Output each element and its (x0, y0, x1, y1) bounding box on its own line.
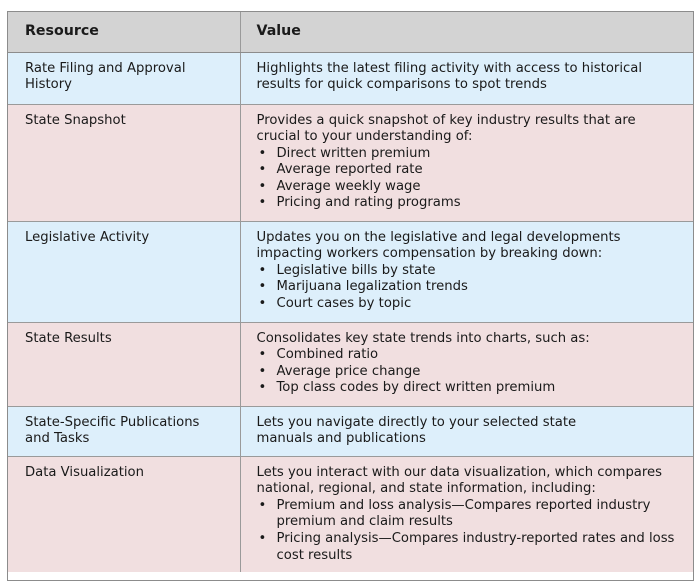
list-item: • Top class codes by direct written premium (257, 380, 684, 397)
value-cell (240, 406, 693, 456)
list-item: • Pricing and rating programs (257, 195, 684, 212)
table-row (8, 456, 693, 572)
value-text: Updates you on the legislative and legal developments impacting workers compensation by breaking down: (256, 229, 621, 262)
resource-cell: State Results (8, 322, 240, 406)
list-item: • Marijuana legalization trends (257, 279, 684, 296)
bullet-list (257, 146, 684, 212)
header-value: Value (240, 12, 693, 52)
resource-cell: State Snapshot (8, 104, 240, 221)
bullet-list (257, 347, 684, 397)
value-cell (240, 456, 693, 572)
list-item: • Average weekly wage (257, 179, 684, 196)
resource-cell: Rate Filing and Approval History (8, 52, 240, 104)
bullet-list (257, 498, 684, 564)
list-item: • Legislative bills by state (257, 263, 684, 280)
value-text: Provides a quick snapshot of key industry results that are crucial to your understanding of: (256, 112, 636, 145)
value-cell (240, 221, 693, 322)
resource-table (8, 12, 693, 572)
resource-cell (8, 406, 240, 456)
value-text: Consolidates key state trends into charts, such as: (256, 330, 590, 346)
table-row (8, 221, 693, 322)
value-cell (240, 52, 693, 104)
table-header-row (8, 12, 693, 52)
resource-cell: Data Visualization (8, 456, 240, 572)
table-row (8, 406, 693, 456)
list-item: • Premium and loss analysis—Compares reported industry premium and claim results (257, 498, 684, 531)
table-row (8, 322, 693, 406)
resource-table-frame (7, 11, 694, 581)
value-text: Lets you navigate directly to your selected state manuals and publications (256, 414, 577, 447)
table-row (8, 104, 693, 221)
list-item: • Combined ratio (257, 347, 684, 364)
resource-text: State-Specific Publications and Tasks (25, 414, 200, 447)
value-text: Lets you interact with our data visualization, which compares national, regional, and state information, including: (256, 464, 663, 497)
value-cell (240, 104, 693, 221)
list-item: • Pricing analysis—Compares industry-reported rates and loss cost results (257, 531, 684, 564)
bullet-list (257, 263, 684, 313)
value-cell (240, 322, 693, 406)
list-item: • Average reported rate (257, 162, 684, 179)
resource-cell: Legislative Activity (8, 221, 240, 322)
list-item: • Average price change (257, 364, 684, 381)
header-resource: Resource (8, 12, 240, 52)
table-row (8, 52, 693, 104)
list-item: • Court cases by topic (257, 296, 684, 313)
value-text: Highlights the latest filing activity with access to historical results for quick comparisons to spot trends (256, 60, 642, 93)
list-item: • Direct written premium (257, 146, 684, 163)
